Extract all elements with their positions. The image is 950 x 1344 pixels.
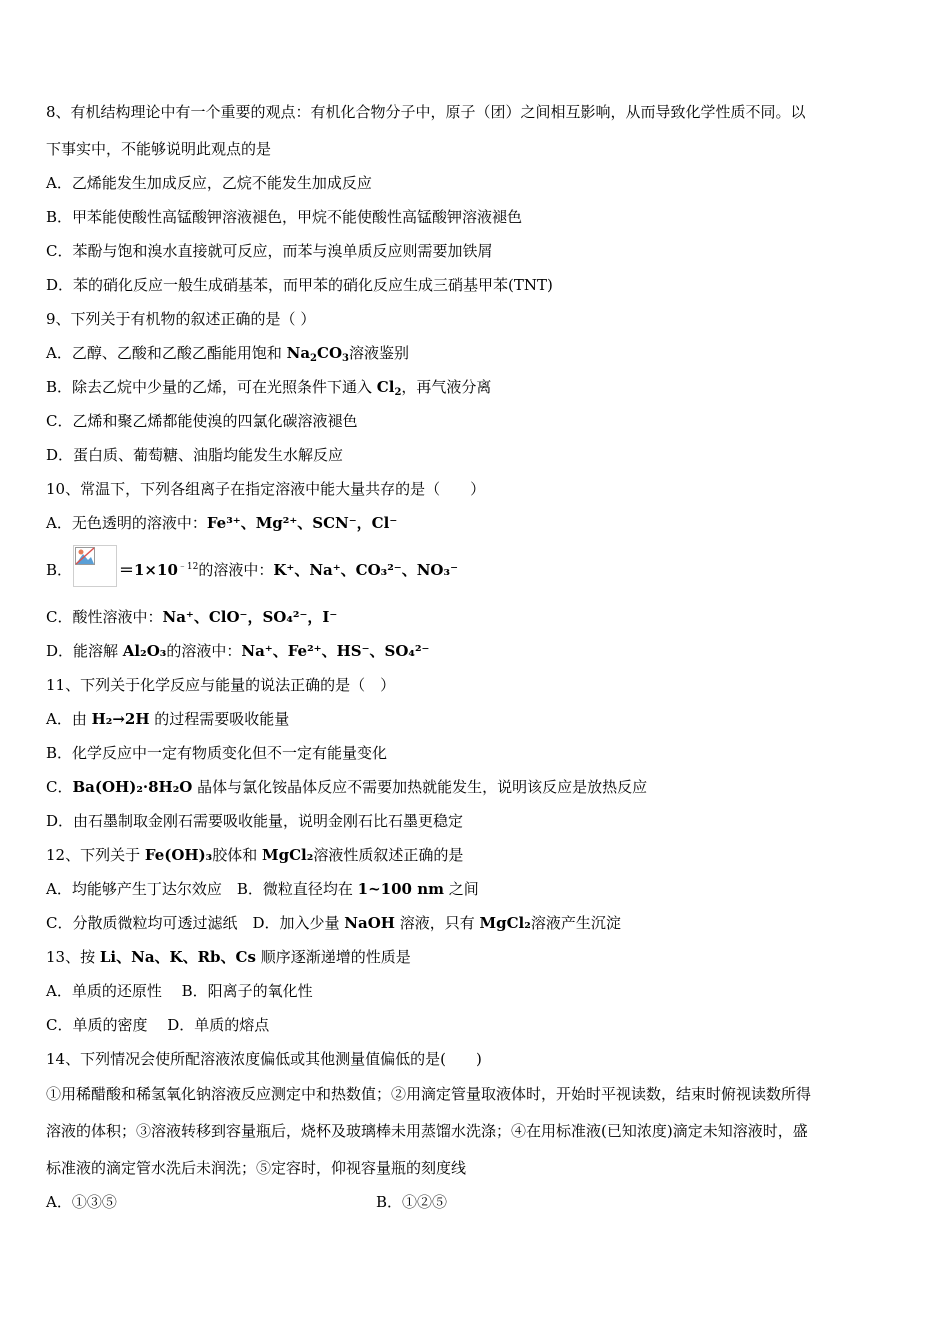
q9-a-post: 溶液鉴别 bbox=[349, 344, 410, 362]
q9-a-na: Na bbox=[286, 344, 311, 362]
q11-c-text: C． bbox=[46, 778, 73, 796]
q11-a-formula: H₂→2H bbox=[91, 710, 150, 728]
q12-stem-formula-1: Fe(OH)₃ bbox=[144, 846, 213, 864]
q10-b-exponent: ﹣12 bbox=[177, 562, 199, 572]
q11-stem: 11、下列关于化学反应与能量的说法正确的是（ ） bbox=[46, 676, 396, 694]
q14-body-line-2: 溶液的体积；③溶液转移到容量瓶后，烧杯及玻璃棒未用蒸馏水洗涤；④在用标准液(已知浓度)滴定未知溶液时，盛 bbox=[46, 1122, 808, 1140]
q8-stem-line-2: 下事实中，不能够说明此观点的是 bbox=[46, 140, 272, 158]
q11-option-b: B．化学反应中一定有物质变化但不一定有能量变化 bbox=[46, 744, 388, 762]
q9-b-sub-2: 2 bbox=[394, 387, 402, 398]
q9-stem: 9、下列关于有机物的叙述正确的是（ ） bbox=[46, 310, 316, 328]
q9-a-co: CO bbox=[317, 344, 343, 362]
q10-option-b bbox=[119, 560, 458, 580]
q13-elements: Li、Na、K、Rb、Cs bbox=[99, 948, 256, 966]
q14-option-a: A．①③⑤ bbox=[46, 1193, 117, 1211]
q12-stem-post: 溶液性质叙述正确的是 bbox=[313, 846, 464, 864]
q10-b-text: 的溶液中： bbox=[198, 561, 274, 579]
q9-b-cl: Cl bbox=[376, 378, 395, 396]
q9-option-a bbox=[46, 343, 409, 363]
q12-d-formula-2: MgCl₂ bbox=[479, 914, 531, 932]
q8-option-d: D．苯的硝化反应一般生成硝基苯，而甲苯的硝化反应生成三硝基甲苯(TNT) bbox=[46, 276, 553, 294]
q10-b-ions: K⁺、Na⁺、CO₃²⁻、NO₃⁻ bbox=[273, 561, 458, 579]
q8-option-b: B．甲苯能使酸性高锰酸钾溶液褪色，甲烷不能使酸性高锰酸钾溶液褪色 bbox=[46, 208, 523, 226]
q12-b-value: 1~100 nm bbox=[357, 880, 444, 898]
q12-stem-mid: 胶体和 bbox=[212, 846, 263, 864]
q13-stem-post: 顺序逐渐递增的性质是 bbox=[255, 948, 411, 966]
q11-a-text: A．由 bbox=[46, 710, 92, 728]
q11-a-post: 的过程需要吸收能量 bbox=[149, 710, 290, 728]
q11-c-formula: Ba(OH)₂·8H₂O bbox=[72, 778, 193, 796]
q9-option-d: D．蛋白质、葡萄糖、油脂均能发生水解反应 bbox=[46, 446, 344, 464]
q12-stem bbox=[46, 845, 463, 865]
q14-body-line-1: ①用稀醋酸和稀氢氧化钠溶液反应测定中和热数值；②用滴定管量取液体时，开始时平视读数，结束时俯视读数所得 bbox=[46, 1085, 812, 1103]
q10-a-ions: Fe³⁺、Mg²⁺、SCN⁻，Cl⁻ bbox=[206, 514, 398, 532]
q10-c-ions: Na⁺、ClO⁻，SO₄²⁻，I⁻ bbox=[162, 608, 338, 626]
q10-d-ions: Na⁺、Fe²⁺、HS⁻、SO₄²⁻ bbox=[241, 642, 430, 660]
formula-image-placeholder bbox=[73, 545, 117, 587]
q9-b-post: ，再气液分离 bbox=[401, 378, 492, 396]
q10-stem: 10、常温下，下列各组离子在指定溶液中能大量共存的是（ ） bbox=[46, 480, 486, 498]
q11-option-d: D．由石墨制取金刚石需要吸收能量，说明金刚石比石墨更稳定 bbox=[46, 812, 464, 830]
q10-d-formula: Al₂O₃ bbox=[122, 642, 167, 660]
q12-d-post: 溶液产生沉淀 bbox=[530, 914, 621, 932]
q9-a-sub-3: 3 bbox=[342, 353, 349, 364]
q12-stem-formula-2: MgCl₂ bbox=[262, 846, 314, 864]
q13-options-ab: A．单质的还原性 B．阳离子的氧化性 bbox=[46, 982, 313, 1000]
q13-stem-text: 13、按 bbox=[46, 948, 100, 966]
q10-d-mid: 的溶液中： bbox=[166, 642, 242, 660]
broken-image-icon bbox=[75, 547, 95, 565]
q13-options-cd: C．单质的密度 D．单质的熔点 bbox=[46, 1016, 270, 1034]
q9-a-formula bbox=[287, 344, 349, 362]
q14-body-line-3: 标准液的滴定管水洗后未润洗；⑤定容时，仰视容量瓶的刻度线 bbox=[46, 1159, 467, 1177]
q8-stem-line-1: 8、有机结构理论中有一个重要的观点：有机化合物分子中，原子（团）之间相互影响，从而导致化学性质不同。以 bbox=[46, 103, 806, 121]
q9-a-text: A．乙醇、乙酸和乙酸乙酯能用饱和 bbox=[46, 344, 287, 362]
q10-a-text: A．无色透明的溶液中： bbox=[46, 514, 207, 532]
q13-stem bbox=[46, 947, 411, 967]
q8-option-a: A．乙烯能发生加成反应，乙烷不能发生加成反应 bbox=[46, 174, 372, 192]
q9-option-c: C．乙烯和聚乙烯都能使溴的四氯化碳溶液褪色 bbox=[46, 412, 358, 430]
q10-option-d bbox=[46, 641, 429, 661]
q11-option-c bbox=[46, 777, 647, 797]
q10-b-eq: ＝1×10 bbox=[119, 561, 178, 579]
q12-b-post: 之间 bbox=[443, 880, 479, 898]
q9-a-sub-2: 2 bbox=[310, 353, 318, 364]
q9-b-formula bbox=[377, 378, 402, 396]
q10-option-a bbox=[46, 513, 397, 533]
q9-option-b bbox=[46, 377, 491, 397]
q14-stem: 14、下列情况会使所配溶液浓度偏低或其他测量值偏低的是( ) bbox=[46, 1050, 482, 1068]
q9-b-text: B．除去乙烷中少量的乙烯，可在光照条件下通入 bbox=[46, 378, 377, 396]
q12-d-formula-1: NaOH bbox=[344, 914, 395, 932]
q10-c-text: C．酸性溶液中： bbox=[46, 608, 163, 626]
q11-c-post: 晶体与氯化铵晶体反应不需要加热就能发生，说明该反应是放热反应 bbox=[192, 778, 648, 796]
q11-option-a bbox=[46, 709, 289, 729]
q12-option-c: C．分散质微粒均可透过滤纸 bbox=[46, 914, 238, 932]
q10-option-c bbox=[46, 607, 337, 627]
q8-option-c: C．苯酚与饱和溴水直接就可反应，而苯与溴单质反应则需要加铁屑 bbox=[46, 242, 493, 260]
q12-stem-text: 12、下列关于 bbox=[46, 846, 145, 864]
q14-option-b: B．①②⑤ bbox=[376, 1193, 448, 1211]
q12-options-ab bbox=[46, 879, 479, 899]
q10-option-b-label: B． bbox=[46, 561, 73, 579]
q10-d-text: D．能溶解 bbox=[46, 642, 123, 660]
q12-options-cd bbox=[46, 913, 621, 933]
q12-option-a: A．均能够产生丁达尔效应 bbox=[46, 880, 222, 898]
q12-option-d: D．加入少量 bbox=[252, 914, 345, 932]
q12-option-b: B．微粒直径均在 bbox=[236, 880, 358, 898]
q12-d-mid: 溶液，只有 bbox=[394, 914, 480, 932]
